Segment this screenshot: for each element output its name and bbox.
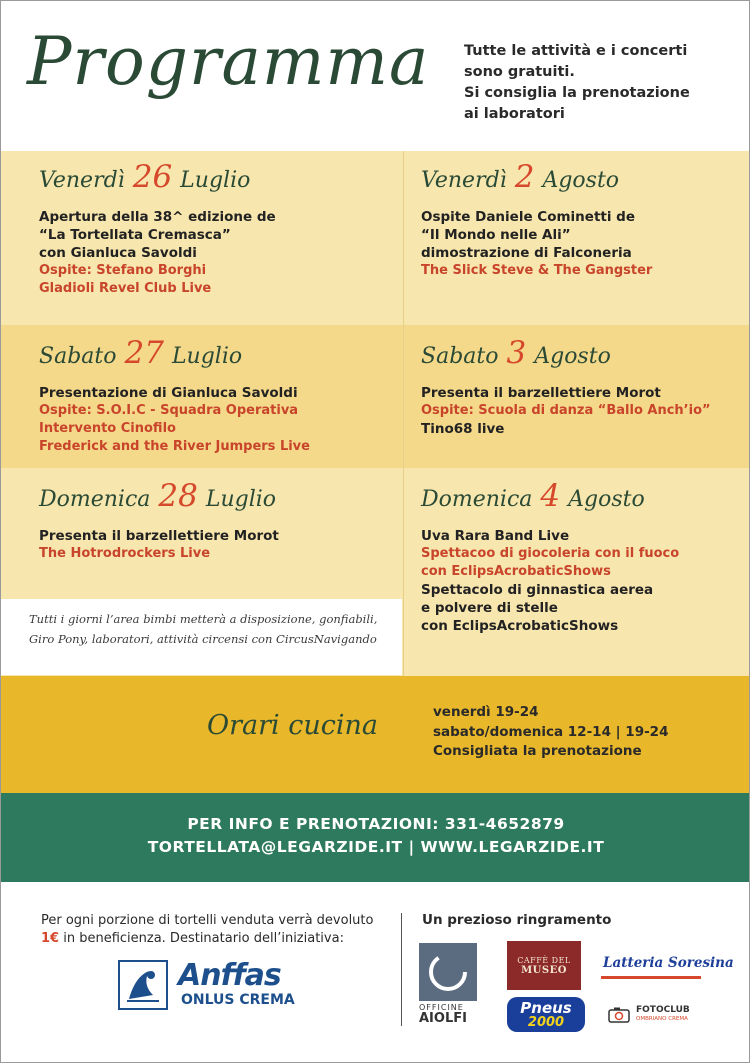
event-line: Uva Rara Band Live bbox=[421, 528, 570, 544]
day-month: Luglio bbox=[171, 344, 243, 369]
kitchen-hours-line: Consigliata la prenotazione bbox=[433, 743, 642, 759]
day-heading bbox=[39, 478, 279, 514]
event-line-guest: con EclipsAcrobaticShows bbox=[421, 564, 611, 579]
day-number: 3 bbox=[506, 335, 527, 371]
charity-line: Per ogni porzione di tortelli venduta verrà devoluto bbox=[41, 913, 374, 928]
note-line: Giro Pony, laboratori, attività circensi con CircusNavigando bbox=[29, 632, 377, 646]
day-weekday: Domenica bbox=[39, 487, 151, 512]
day-venerdi-26-luglio bbox=[39, 159, 276, 298]
day-weekday: Sabato bbox=[39, 344, 117, 369]
contact-email-web: TORTELLATA@LEGARZIDE.IT | WWW.LEGARZIDE.IT bbox=[147, 838, 605, 856]
day-weekday: Domenica bbox=[421, 487, 533, 512]
day-month: Luglio bbox=[180, 168, 251, 193]
camera-icon bbox=[608, 1007, 630, 1023]
event-line-guest: Ospite: Stefano Borghi bbox=[39, 263, 207, 278]
event-line-guest: Spettacoo di giocoleria con il fuoco bbox=[421, 546, 680, 561]
anffas-emblem-icon bbox=[118, 960, 168, 1010]
kitchen-hours-line: sabato/domenica 12-14 | 19-24 bbox=[433, 723, 669, 740]
anffas-name: Anffas bbox=[178, 958, 281, 993]
charity-line bbox=[41, 930, 381, 948]
day-heading bbox=[421, 478, 679, 514]
note-line: Tutti i giorni l’area bimbi metterà a disposizione, gonfiabili, bbox=[29, 612, 378, 626]
latteria-underline bbox=[601, 976, 701, 979]
event-line: Tino68 live bbox=[421, 421, 505, 437]
day-weekday: Venerdì bbox=[39, 168, 125, 193]
day-month: Luglio bbox=[205, 487, 277, 512]
event-line: dimostrazione di Falconeria bbox=[421, 245, 632, 261]
contact-info-section bbox=[1, 793, 750, 882]
kitchen-hours-list bbox=[433, 703, 668, 762]
day-heading bbox=[39, 159, 276, 195]
latteria-name: Latteria Soresina bbox=[603, 955, 734, 971]
intro-text bbox=[464, 41, 739, 125]
aiolfi-name: AIOLFI bbox=[419, 1011, 467, 1026]
event-line: con Gianluca Savoldi bbox=[39, 245, 197, 261]
footer-separator bbox=[401, 913, 402, 1026]
aiolfi-small: OFFICINE bbox=[419, 1003, 464, 1012]
day-number: 4 bbox=[540, 478, 561, 514]
charity-text bbox=[41, 912, 381, 948]
event-line: “Il Mondo nelle Ali” bbox=[421, 227, 571, 243]
column-divider bbox=[403, 151, 404, 676]
thanks-title: Un prezioso ringramento bbox=[422, 912, 612, 928]
charity-amount: 1€ bbox=[41, 931, 60, 946]
sponsor-caffe-del-museo bbox=[507, 941, 581, 990]
day-number: 26 bbox=[132, 159, 173, 195]
day-heading bbox=[421, 335, 711, 371]
contact-phone: PER INFO E PRENOTAZIONI: 331-4652879 bbox=[187, 815, 565, 833]
event-line-guest: The Hotrodrockers Live bbox=[39, 546, 211, 561]
event-line: Presentazione di Gianluca Savoldi bbox=[39, 385, 298, 401]
event-line: “La Tortellata Cremasca” bbox=[39, 227, 231, 243]
intro-line: sono gratuiti. bbox=[464, 64, 575, 80]
intro-line: Si consiglia la prenotazione bbox=[464, 85, 690, 101]
day-number: 27 bbox=[124, 335, 164, 371]
event-line-guest: Ospite: Scuola di danza “Ballo Anch’io” bbox=[421, 403, 711, 418]
day-number: 2 bbox=[514, 159, 535, 195]
fotoclub-name: FOTOCLUB bbox=[636, 1005, 690, 1015]
day-sabato-3-agosto bbox=[421, 335, 711, 438]
event-line: Spettacolo di ginnastica aerea bbox=[421, 582, 654, 598]
anffas-subtitle: ONLUS CREMA bbox=[181, 992, 295, 1008]
day-month: Agosto bbox=[534, 344, 611, 369]
sponsor-pneus-2000 bbox=[507, 997, 585, 1032]
intro-line: ai laboratori bbox=[464, 106, 565, 122]
pneus-line1: Pneus bbox=[520, 999, 572, 1017]
kitchen-hours-section bbox=[1, 676, 750, 793]
fotoclub-sub: OMBRIANO CREMA bbox=[636, 1016, 688, 1022]
kitchen-hours-line: venerdì 19-24 bbox=[433, 704, 539, 720]
sponsor-latteria-soresina bbox=[599, 949, 734, 983]
sponsor-officine-aiolfi bbox=[419, 943, 479, 1025]
day-month: Agosto bbox=[568, 487, 645, 512]
aiolfi-logo-icon bbox=[419, 943, 477, 1001]
event-line: Ospite Daniele Cominetti de bbox=[421, 209, 636, 225]
day-venerdi-2-agosto bbox=[421, 159, 652, 280]
day-number: 28 bbox=[158, 478, 198, 514]
event-line: con EclipsAcrobaticShows bbox=[421, 618, 619, 634]
museo-line2: MUSEO bbox=[521, 965, 567, 976]
day-heading bbox=[39, 335, 310, 371]
day-domenica-28-luglio bbox=[39, 478, 279, 563]
kitchen-title: Orari cucina bbox=[207, 710, 379, 741]
event-line-guest: Gladioli Revel Club Live bbox=[39, 281, 212, 296]
intro-line: Tutte le attività e i concerti bbox=[464, 43, 688, 59]
day-weekday: Sabato bbox=[421, 344, 499, 369]
event-line: Apertura della 38^ edizione de bbox=[39, 209, 276, 225]
kids-area-note bbox=[1, 599, 402, 675]
museo-line1: CAFFÈ DEL bbox=[517, 956, 571, 965]
event-line: e polvere di stelle bbox=[421, 600, 558, 616]
event-line-guest: Frederick and the River Jumpers Live bbox=[39, 439, 310, 454]
day-heading bbox=[421, 159, 652, 195]
event-line: Presenta il barzellettiere Morot bbox=[421, 385, 661, 401]
day-month: Agosto bbox=[542, 168, 620, 193]
day-weekday: Venerdì bbox=[421, 168, 507, 193]
event-line: Presenta il barzellettiere Morot bbox=[39, 528, 279, 544]
event-line-guest: The Slick Steve & The Gangster bbox=[421, 263, 653, 278]
pneus-line2: 2000 bbox=[527, 1015, 565, 1030]
day-domenica-4-agosto bbox=[421, 478, 679, 635]
charity-line-rest: in beneficienza. Destinatario dell’iniziativa: bbox=[59, 931, 344, 946]
event-line-guest: Intervento Cinofilo bbox=[39, 421, 176, 436]
event-line-guest: Ospite: S.O.I.C - Squadra Operativa bbox=[39, 403, 299, 418]
anffas-logo bbox=[118, 958, 318, 1013]
sponsor-fotoclub bbox=[608, 1004, 708, 1026]
day-sabato-27-luglio bbox=[39, 335, 310, 456]
page-title: Programma bbox=[27, 23, 430, 100]
